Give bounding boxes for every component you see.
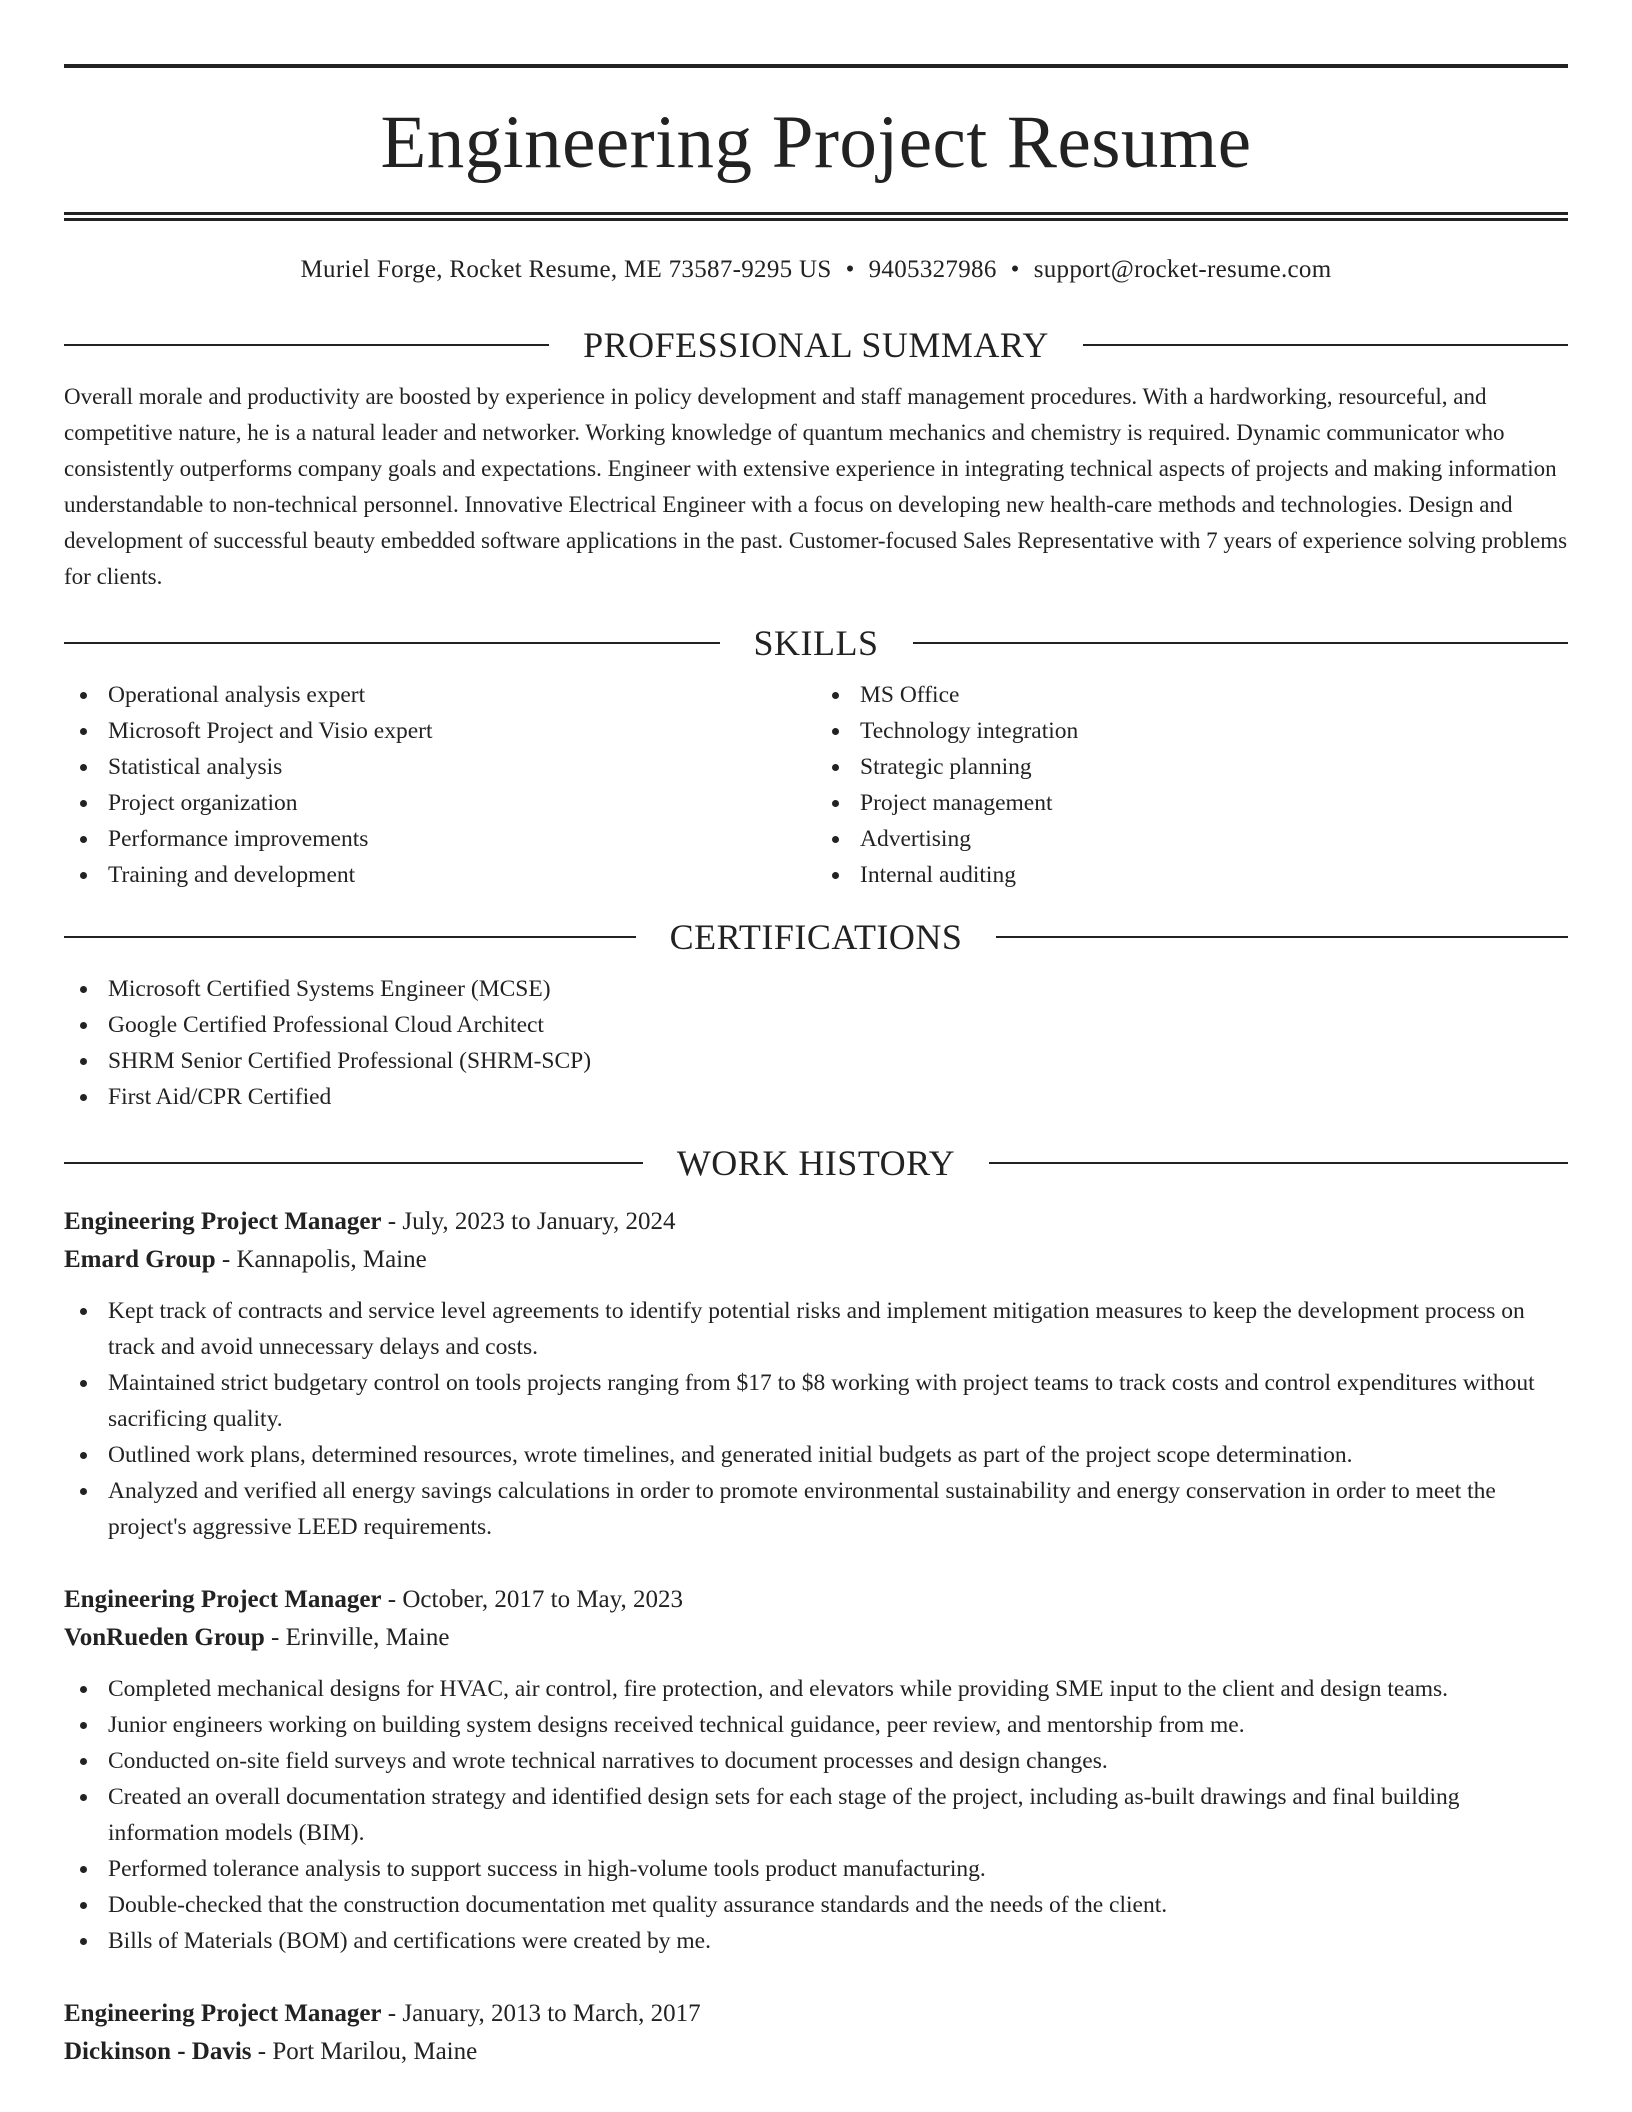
certification-item: Google Certified Professional Cloud Architect	[64, 1007, 1568, 1043]
skill-item: Advertising	[816, 821, 1568, 857]
contact-line	[64, 255, 1568, 285]
job-bullet: Maintained strict budgetary control on tools projects ranging from $17 to $8 working with project teams to track costs and control expenditures without sacrificing quality.	[64, 1365, 1568, 1437]
divider-line	[996, 936, 1568, 938]
skills-list-left	[64, 677, 816, 893]
job-location: - Erinville, Maine	[264, 1624, 450, 1651]
job-company-line	[64, 1619, 1568, 1657]
job-company: Emard Group	[64, 1246, 216, 1273]
title-double-rule	[64, 212, 1568, 221]
job-entry	[64, 1203, 1568, 1545]
job-bullet: Bills of Materials (BOM) and certifications were created by me.	[64, 1923, 1568, 1959]
job-title-line	[64, 1203, 1568, 1241]
job-bullet: Double-checked that the construction documentation met quality assurance standards and the needs of the client.	[64, 1887, 1568, 1923]
job-company-line	[64, 2033, 1568, 2071]
certification-item: SHRM Senior Certified Professional (SHRM-SCP)	[64, 1043, 1568, 1079]
job-bullets	[64, 1671, 1568, 1959]
skill-item: Project management	[816, 785, 1568, 821]
certification-item: First Aid/CPR Certified	[64, 1079, 1568, 1115]
skills-list-right	[816, 677, 1568, 893]
summary-heading: PROFESSIONAL SUMMARY	[583, 325, 1049, 365]
contact-phone: 9405327986	[868, 256, 997, 283]
contact-email: support@rocket-resume.com	[1033, 256, 1332, 283]
job-bullet: Analyzed and verified all energy savings calculations in order to promote environmental sustainability and energy conservation in order to meet the project's aggressive LEED requirements.	[64, 1473, 1568, 1545]
skill-item: Internal auditing	[816, 857, 1568, 893]
certifications-section-header	[64, 917, 1568, 957]
job-dates: - October, 2017 to May, 2023	[381, 1586, 684, 1613]
certification-item: Microsoft Certified Systems Engineer (MCSE)	[64, 971, 1568, 1007]
skill-item: Strategic planning	[816, 749, 1568, 785]
job-bullet: Created an overall documentation strategy and identified design sets for each stage of the project, including as-built drawings and final building information models (BIM).	[64, 1779, 1568, 1851]
work-history-heading: WORK HISTORY	[676, 1143, 956, 1183]
contact-separator: •	[1010, 256, 1020, 283]
skills-heading: SKILLS	[753, 623, 879, 663]
resume-title: Engineering Project Resume	[380, 101, 1252, 184]
top-rule	[64, 64, 1568, 68]
job-entry	[64, 1581, 1568, 1959]
job-entry	[64, 1995, 1568, 2071]
divider-line	[913, 642, 1569, 644]
divider-line	[64, 1162, 643, 1164]
contact-separator: •	[845, 256, 855, 283]
job-title: Engineering Project Manager	[64, 1586, 382, 1613]
job-location: - Port Marilou, Maine	[251, 2038, 478, 2065]
skills-section-header	[64, 623, 1568, 663]
certifications-list	[64, 971, 1568, 1115]
divider-line	[64, 642, 720, 644]
summary-text: Overall morale and productivity are boosted by experience in policy development and staff management procedures. With a hardworking, resourceful, and competitive nature, he is a natural leader and networker. Working knowledge of quantum mechanics and chemistry is required. Dynamic communicator who consistently outperforms company goals and expectations. Engineer with extensive experience in integrating technical aspects of projects and making information understandable to non-technical personnel. Innovative Electrical Engineer with a focus on developing new health-care methods and technologies. Design and development of successful beauty embedded software applications in the past. Customer-focused Sales Representative with 7 years of experience solving problems for clients.	[64, 384, 1568, 589]
job-title: Engineering Project Manager	[64, 1208, 382, 1235]
divider-line	[989, 1162, 1568, 1164]
job-bullet: Outlined work plans, determined resources, wrote timelines, and generated initial budgets as part of the project scope determination.	[64, 1437, 1568, 1473]
job-bullet: Junior engineers working on building system designs received technical guidance, peer review, and mentorship from me.	[64, 1707, 1568, 1743]
job-title: Engineering Project Manager	[64, 2000, 382, 2027]
skill-item: Statistical analysis	[64, 749, 816, 785]
job-title-line	[64, 1995, 1568, 2033]
skill-item: Project organization	[64, 785, 816, 821]
skill-item: Training and development	[64, 857, 816, 893]
job-company: VonRueden Group	[64, 1624, 265, 1651]
job-company: Dickinson - Davis	[64, 2038, 252, 2065]
summary-section-header	[64, 325, 1568, 365]
skills-columns	[64, 677, 1568, 893]
skill-item: Operational analysis expert	[64, 677, 816, 713]
divider-line	[64, 936, 636, 938]
divider-line	[64, 344, 549, 346]
job-bullet: Kept track of contracts and service level agreements to identify potential risks and implement mitigation measures to keep the development process on track and avoid unnecessary delays and costs.	[64, 1293, 1568, 1365]
job-title-line	[64, 1581, 1568, 1619]
skill-item: Performance improvements	[64, 821, 816, 857]
skill-item: MS Office	[816, 677, 1568, 713]
job-dates: - January, 2013 to March, 2017	[381, 2000, 701, 2027]
resume-page	[64, 0, 1568, 2071]
divider-line	[1083, 344, 1568, 346]
certifications-heading: CERTIFICATIONS	[669, 917, 963, 957]
job-bullet: Conducted on-site field surveys and wrote technical narratives to document processes and design changes.	[64, 1743, 1568, 1779]
job-bullets	[64, 1293, 1568, 1545]
job-location: - Kannapolis, Maine	[215, 1246, 427, 1273]
job-dates: - July, 2023 to January, 2024	[381, 1208, 676, 1235]
job-company-line	[64, 1241, 1568, 1279]
job-bullet: Completed mechanical designs for HVAC, air control, fire protection, and elevators while providing SME input to the client and design teams.	[64, 1671, 1568, 1707]
job-bullet: Performed tolerance analysis to support success in high-volume tools product manufacturing.	[64, 1851, 1568, 1887]
skill-item: Microsoft Project and Visio expert	[64, 713, 816, 749]
work-history-section-header	[64, 1143, 1568, 1183]
contact-address: Muriel Forge, Rocket Resume, ME 73587-9295 US	[300, 256, 832, 283]
skill-item: Technology integration	[816, 713, 1568, 749]
